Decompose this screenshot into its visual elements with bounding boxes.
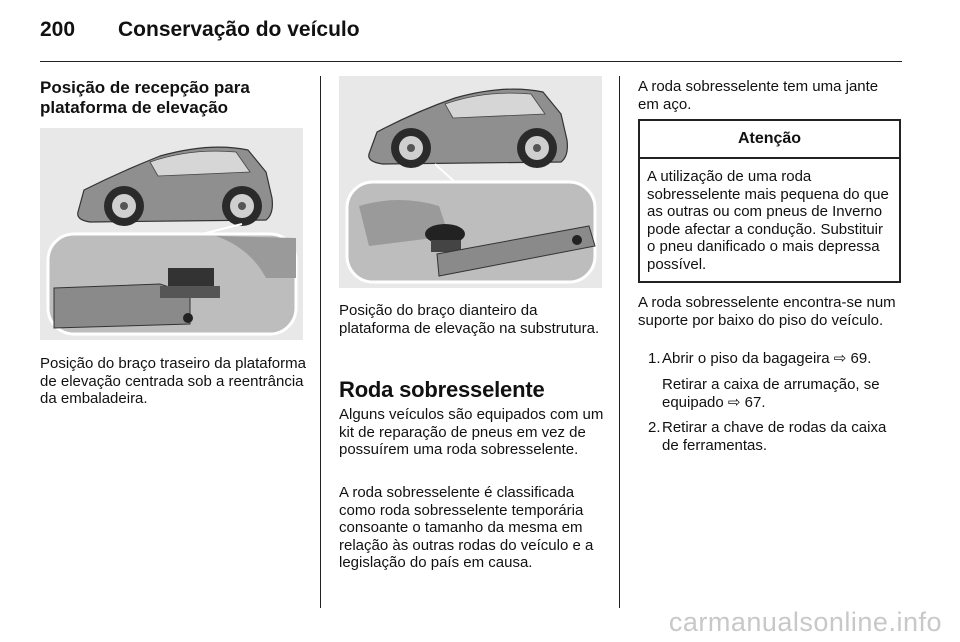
column-divider-1 — [320, 76, 321, 608]
rear-lift-caption: Posição do braço traseiro da plataforma de elevação centrada sob a reentrância da embaladeira. — [40, 355, 306, 407]
chapter-title: Conservação do veículo — [118, 18, 360, 41]
spare-wheel-para-1: Alguns veículos são equipados com um kit de reparação de pneus em vez de possuírem uma roda sobresselente. — [339, 406, 604, 458]
header-rule — [40, 61, 902, 62]
step-1-ref: 69. — [850, 350, 872, 367]
step-1-sub — [662, 376, 902, 411]
front-lift-illustration — [339, 76, 602, 288]
step-2-text: Retirar a chave de rodas da caixa de ferramentas. — [662, 419, 887, 454]
step-1-text: Abrir o piso da bagageira — [662, 350, 830, 367]
step-1-sub-ref: 67. — [744, 393, 766, 411]
steel-rim-para: A roda sobresselente tem uma jante em aço. — [638, 78, 879, 113]
step-1 — [662, 350, 902, 368]
step-1-number: 1. — [648, 350, 661, 367]
watermark: carmanualsonline.info — [668, 607, 942, 637]
spare-wheel-heading: Roda sobresselente — [339, 377, 545, 402]
front-lift-caption: Posição do braço dianteiro da plataforma de elevação na substrutura. — [339, 302, 600, 337]
column-divider-2 — [619, 76, 620, 608]
page-ref-icon: ⇨ — [727, 393, 741, 411]
rear-lift-illustration — [40, 128, 303, 340]
warning-text: A utilização de uma roda sobresselente mais pequena do que as outras ou com pneus de Inverno pode afectar a condução. Substituir o pneu danificado o mais depressa possível. — [647, 168, 889, 273]
page-ref-icon: ⇨ — [833, 350, 847, 367]
lift-position-heading: Posição de recepção para plataforma de elevação — [40, 78, 250, 117]
warning-box — [638, 119, 901, 283]
step-1-sub-text: Retirar a caixa de arrumação, se equipado — [662, 376, 880, 411]
spare-wheel-para-2: A roda sobresselente é classificada como roda sobresselente temporária consoante o tamanho da mesma em relação às outras rodas do veículo e a legislação do país em causa. — [339, 484, 594, 571]
spare-location-para: A roda sobresselente encontra-se num suporte por baixo do piso do veículo. — [638, 294, 896, 329]
warning-title: Atenção — [640, 121, 899, 159]
step-2-number: 2. — [648, 419, 661, 436]
page-number: 200 — [40, 18, 76, 41]
